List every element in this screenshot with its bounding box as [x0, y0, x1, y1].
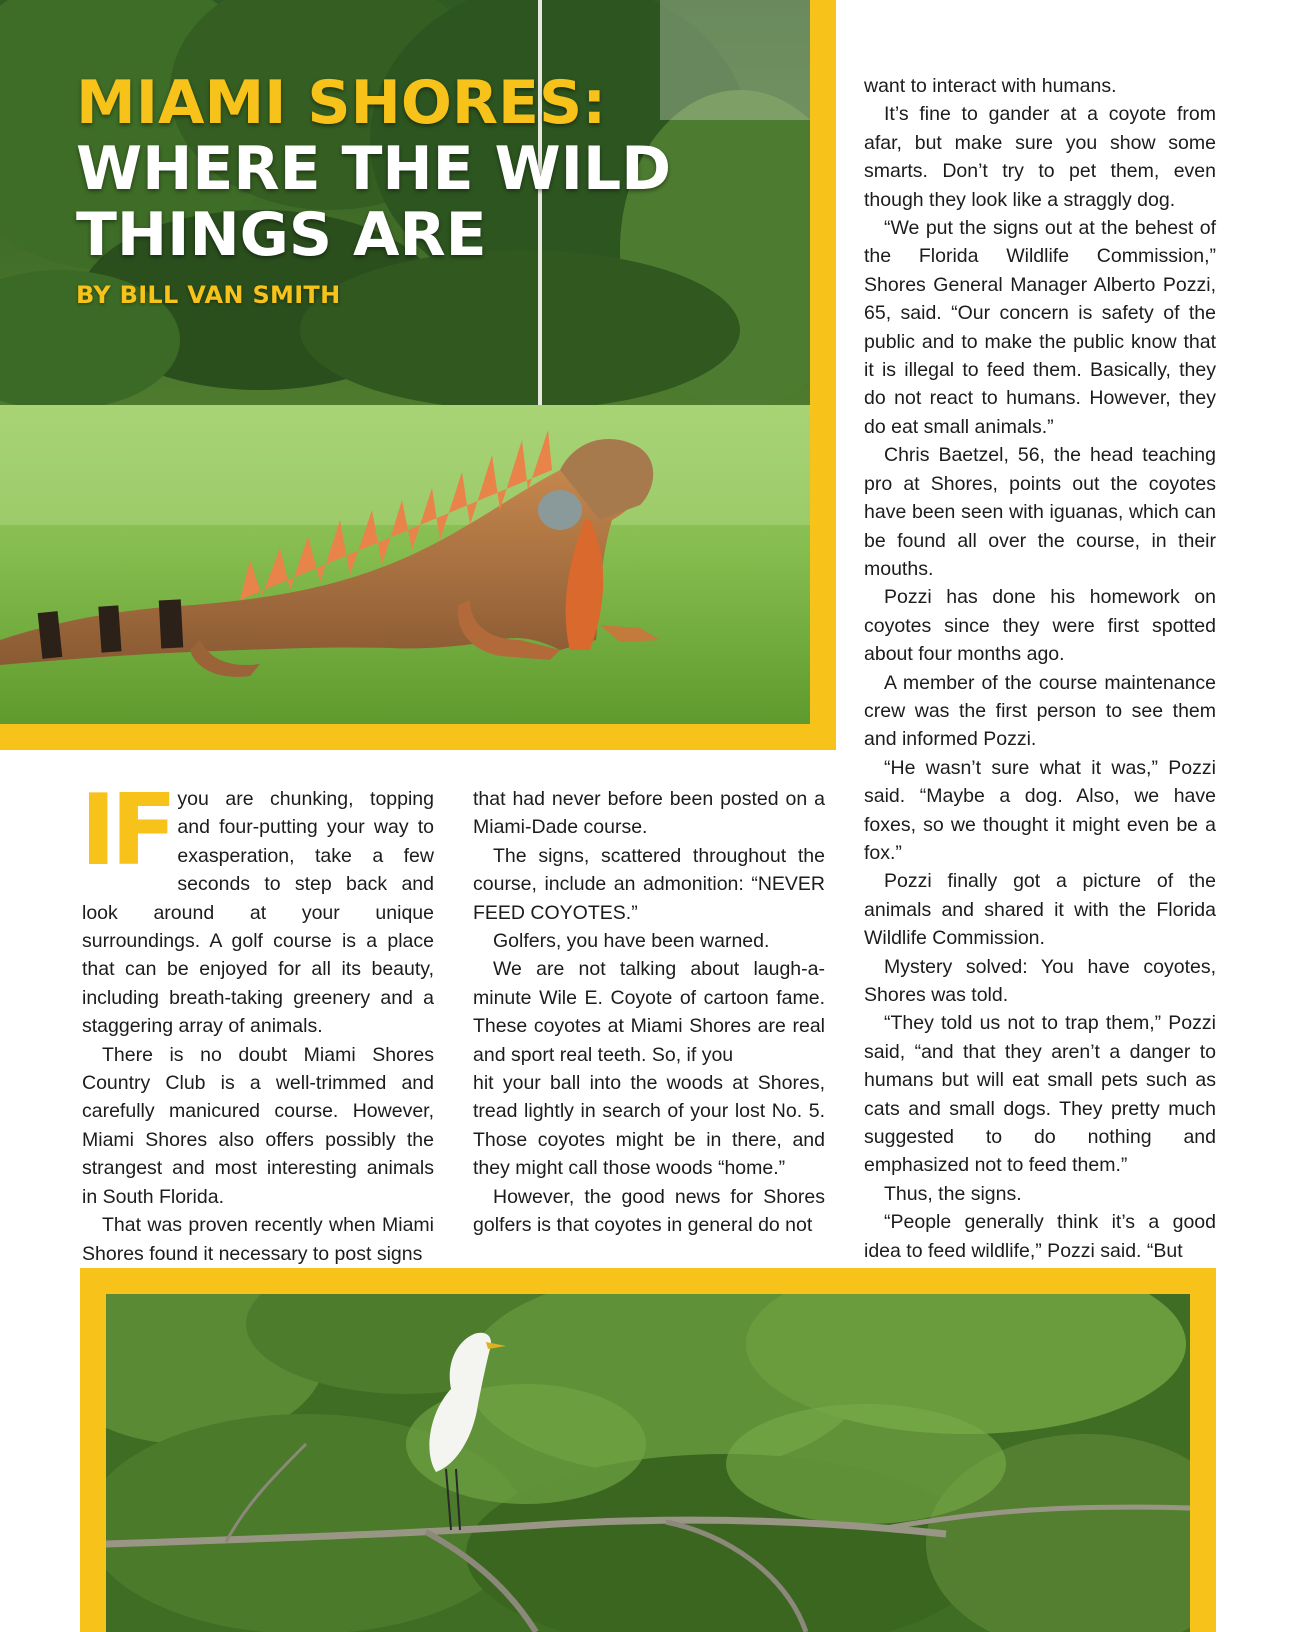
article-title	[76, 70, 671, 268]
paragraph: We are not talking about laugh-a-minute Wile E. Coyote of cartoon fame. These coyotes at Miami Shores are real and sport real teeth. So, if you	[473, 958, 825, 1066]
paragraph: Pozzi has done his homework on coyotes since they were first spotted about four months ago.	[864, 586, 1216, 666]
paragraph: However, the good news for Shores golfers is that coyotes in general do not	[473, 1185, 825, 1237]
paragraph: Chris Baetzel, 56, the head teaching pro at Shores, points out the coyotes have been seen with iguanas, which can be found all over the course, in their mouths.	[864, 444, 1216, 580]
body-column-1	[80, 774, 434, 1268]
body-column-2	[473, 785, 825, 1240]
paragraph: Mystery solved: You have coyotes, Shores was told.	[864, 955, 1216, 1006]
paragraph: “They told us not to trap them,” Pozzi said, “and that they aren’t a danger to humans but will eat small pets such as cats and small dogs. They pretty much suggested to do nothing and emphasized not to feed them.”	[864, 1012, 1216, 1177]
paragraph: that had never before been posted on a Miami-Dade course.	[473, 788, 825, 839]
bottom-photo-frame	[80, 1268, 1216, 1632]
paragraph: “He wasn’t sure what it was,” Pozzi said. “Maybe a dog. Also, we have foxes, so we thought it might even be a fox.”	[864, 756, 1216, 864]
paragraph-text: you are chunking, topping and four-putting your way to exasperation, take a few seconds to step back and look around at your unique surroundings. A golf course is a place that can be enjoyed for all its beauty, including breath-taking greenery and a staggering array of animals.	[82, 788, 434, 1038]
paragraph: It’s fine to gander at a coyote from afar, but make sure you show some smarts. Don’t try to pet them, even though they look like a straggly dog.	[864, 103, 1216, 211]
body-column-3	[864, 72, 1216, 1265]
drop-cap: IF	[80, 774, 172, 888]
egret-illustration	[106, 1294, 1190, 1632]
title-line-2: WHERE THE WILD	[76, 134, 672, 204]
paragraph: hit your ball into the woods at Shores, tread lightly in search of your lost No. 5. Those coyotes might be in there, and they might call those woods “home.”	[473, 1072, 825, 1180]
byline: BY BILL VAN SMITH	[76, 281, 341, 309]
paragraph: Golfers, you have been warned.	[493, 930, 770, 953]
hero-frame	[0, 0, 836, 750]
title-line-3: THINGS ARE	[76, 200, 487, 270]
paragraph: A member of the course maintenance crew was the first person to see them and informed Pozzi.	[864, 671, 1216, 751]
egret-photo	[106, 1294, 1190, 1632]
paragraph: There is no doubt Miami Shores Country Club is a well-trimmed and carefully manicured course. However, Miami Shores also offers possibly the strangest and most interesting animals in South Florida.	[82, 1043, 434, 1208]
paragraph: Thus, the signs.	[884, 1182, 1022, 1205]
paragraph: Pozzi finally got a picture of the animals and shared it with the Florida Wildlife Commission.	[864, 870, 1216, 950]
paragraph: “We put the signs out at the behest of the Florida Wildlife Commission,” Shores General Manager Alberto Pozzi, 65, said. “Our concern is safety of the public and to make the public know that it is illegal to feed them. Basically, they do not react to humans. However, they do eat small animals.”	[864, 217, 1216, 438]
paragraph	[80, 774, 434, 1041]
paragraph: want to interact with humans.	[864, 75, 1117, 97]
paragraph: The signs, scattered throughout the course, include an admonition: “NEVER FEED COYOTES.”	[473, 844, 825, 924]
title-line-1: MIAMI SHORES:	[76, 68, 607, 138]
paragraph: That was proven recently when Miami Shores found it necessary to post signs	[82, 1214, 434, 1265]
paragraph: “People generally think it’s a good idea to feed wildlife,” Pozzi said. “But	[864, 1211, 1216, 1262]
